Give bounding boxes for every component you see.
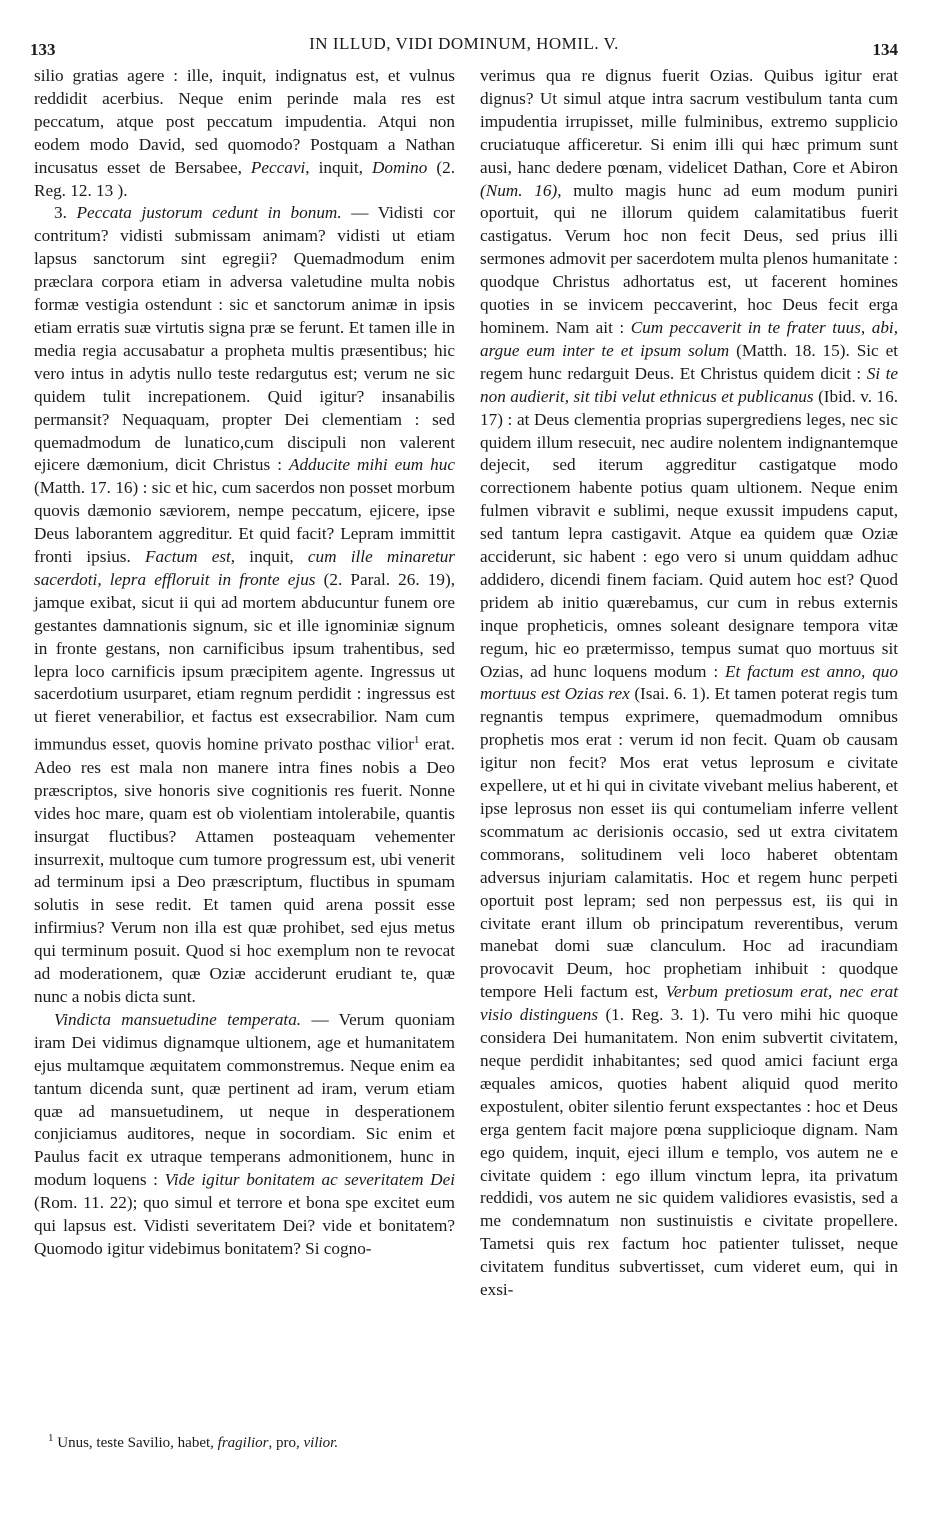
section-heading: Vindicta mansuetudine temperata.: [54, 1009, 302, 1029]
paragraph-ozias: verimus qua re dignus fuerit Ozias. Quibus igitur erat dignus? Ut simul atque intra sacrum vestibulum tanta cum impudentia irrupisset, mille fulminibus, extremo supplicio cruciatuque afficeretur. Si enim illi qui hæc primum sunt ausi, hanc dedere pœnam, videlicet Dathan, Core et Abiron (Num. 16), multo magis hunc ad eum modum puniri oportuit, qui ne illorum quidem calamitatibus fuerit castigatus. Verum hoc non fecit Deus, sed prius illi sermones admovit per sacerdotem multa plenos humanitate : quodque Christus adhortatus est, ut facerent homines quoties in se invicem peccaverint, hoc Deus fecit erga hominem. Nam ait : Cum peccaverit in te frater tuus, abi, argue eum inter te et ipsum solum (Matth. 18. 15). Sic et regem hunc redarguit Deus. Et Christus quidem dicit : Si te non audierit, sit tibi velut ethnicus et publicanus (Ibid. v. 16. 17) : at Deus clementia proprias supergrediens leges, nec sic quidem illum resecuit, nec audire nolentem indignantemque dejecit, sed iterum aggreditur castigatque modo correctionem habente potius quam ultionem. Neque enim fulmen vibravit e sublimi, neque exussit impudens caput, sed tantum lepra castigavit. Atque ea quidem quæ Oziæ acciderunt, sic habent : ego vero si unum quiddam adhuc addidero, dicendi finem faciam. Quid autem hoc est? Quod pridem ab initio quærebamus, cur cum in rebus externis inque propheticis, omnes soleant designare tempora vitæ regum, hic eo prætermisso, tempus sumat quo mortuus sit Ozias, ad hunc loquens modum : Et factum est anno, quo mortuus est Ozias rex (Isai. 6. 1). Et tamen poterat regis tum regnantis tempus exprimere, quemadmodum omnibus prophetis mos erat : verum id non fecit. Quam ob causam igitur non fecit? Mos erat vetus leprosum e civitate expellere, ut et hi qui in civitate vivebant melius haberent, et ipse leprosus non esset iis qui contumeliam inferre vellent scommatum ac derisionis occasio, sed ut extra civitatem commorans, solitudinem veli loco haberet obtentam adversus injuriam calamitatis. Hoc et regem hunc perpeti oportuit post lepram; sed non perpessus est, iis qui in civitate erant illum ob principatum reverentibus, verum manebat domi suæ clanculum. Hoc ad iracundiam provocavit Deum, hoc prophetiam inhibuit : quodque tempore Heli factum est, Verbum pretiosum erat, nec erat visio distinguens (1. Reg. 3. 1). Tu vero mihi hic quoque considera Dei humanitatem. Non enim subvertit civitatem, neque perdidit inhabitantes; sed quod amici faciunt erga æquales amicos, quoties habent aliquid quod merito expostulent, obiter silentio ferunt exspectantes : hoc et Deus erga gentem facit majore pœna suppliciоque dignam. Nam ego quidem, inquit, ejeci illum e templo, vos autem ne e civitate quidem : ego illum vinctum lepra, ita privatum reddidi, vos autem ne sic quidem validiores evasistis, sed a me condemnatum non sustinuistis e civitate propellere. Tametsi quis rex factum hoc patienter tulisset, neque civitatem funditus subvertisset, cum videret eum, qui in exsi-: [480, 66, 899, 1300]
section-heading: Peccata justorum cedunt in bonum.: [76, 203, 342, 223]
running-title: IN ILLUD, VIDI DOMINUM, HOMIL. V.: [309, 34, 619, 53]
footnote-mark: 1: [48, 1432, 54, 1444]
footnote: $^1$ Unus, teste Savilio, habet, fragilior, pro, vilior.: [48, 1432, 339, 1451]
right-column: [480, 65, 898, 1302]
page-header: [30, 34, 898, 64]
footnote-reference: 1: [413, 734, 420, 747]
paragraph-david: silio gratias agere : ille, inquit, indignatus est, et vulnus reddidit acerbius. Neque enim perinde mala res est peccatum, atque post peccatum impudentia. Atqui non eodem modo David, sed quomodo? Postquam a Nathan incusatus esset de Bersabee, Peccavi, inquit, Domino (2. Reg. 12. 13 ).: [34, 66, 455, 200]
page-number-left: 133: [30, 40, 56, 59]
paragraph-vindicta: Vindicta mansuetudine temperata. — Verum quoniam iram Dei vidimus dignamque ultionem, age et humanitatem ejus multamque æquitatem commonstremus. Neque enim ea tantum dicenda sunt, quæ pertinent ad iram, verum etiam quæ ad mansuetudinem, ut neque in desperationem conjiciamus auditores, neque in socordiam. Sic enim et Paulus facit ex utraque temperans admonitionem, hunc in modum loquens : Vide igitur bonitatem ac severitatem Dei (Rom. 11. 22); quo simul et terrore et bona spe excitet eum qui lapsus est. Vidisti severitatem Dei? vide et bonitatem? Quomodo igitur videbimus bonitatem? Si cogno-: [34, 1009, 456, 1258]
page-number-right: 134: [872, 40, 898, 59]
left-column: [34, 65, 455, 1261]
paragraph-peccata-justorum: 3. Peccata justorum cedunt in bonum. — Vidisti cor contritum? vidisti submissam animam? vidisti ut etiam lapsus sanctorum sint egregii? Quemadmodum enim præclara corpora etiam in adversa valetudine multa nobis formæ vestigia ostendunt : sic et sanctorum animæ in ipsis etiam erratis suæ virtutis signa præ se ferunt. Et tamen ille in media regia accusabatur a propheta multis præsentibus; hic vero intus in adytis nullo teste redargutus est; verum ne sic quidem tulit increpationem. Quid igitur? insanabilis permansit? Nequaquam, propter Dei clementiam : sed quemadmodum de lunatico,cum discipuli non valerent ejicere dæmonium, dicit Christus : Adducite mihi eum huc (Matth. 17. 16) : sic et hic, cum sacerdos non posset morbum quovis dæmonio sæviorem, nempe peccatum, ejicere, ipse Deus laborantem aggreditur. Et quid facit? Lepram immittit fronti ipsius. Factum est, inquit, cum ille minaretur sacerdoti, lepra effloruit in fronte ejus (2. Paral. 26. 19), jamque exibat, sicut ii qui ad mortem abducuntur funem ore gestantes damnationis signum, sic et ille ignominiæ signum in fronte gestans, non carnificibus ipsum trahentibus, sed lepra loco carnificis ipsum præcipitem agente. Ingressus ut sacerdotium usurparet, etiam regnum perdidit : ingressus est ut fieret venerabilior, et factus est exsecrabilior. Nam cum immundus esset, quovis homine privato posthac vilior$^1$ erat. Adeo res est mala non manere intra fines nobis a Deo præscriptos, sive honoris sive cognitionis res fuerit. Nonne vides hoc mare, quam est ob violentiam intolerabile, quantis insurgat fluctibus? Attamen posteaquam vehementer insurrexit, multoque cum tumore progressum est, ubi venerit ad terminum ipsi a Deo præscriptum, fluctibus in spumam solutis in sese redit. Et tamen quid arena possit esse infirmius? Verum non illa est quæ prohibet, sed ejus metus qui terminum posuit. Quod si hoc exemplum non te revocat ad moderationem, quæ Oziæ acciderunt erudiant te, quæ nunc a nobis dicta sunt.: [34, 203, 456, 1006]
